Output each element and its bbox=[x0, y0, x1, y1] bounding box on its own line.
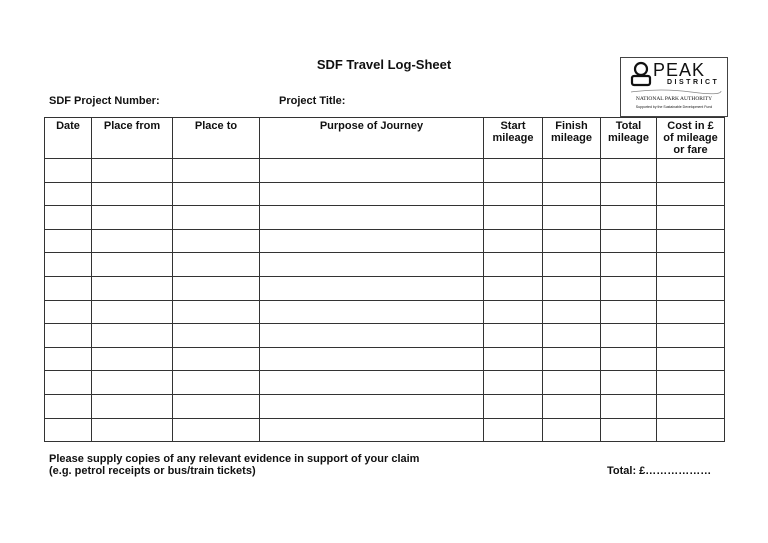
table-cell[interactable] bbox=[484, 159, 543, 183]
table-row bbox=[45, 182, 725, 206]
table-cell[interactable] bbox=[45, 206, 92, 230]
table-cell[interactable] bbox=[92, 276, 173, 300]
table-cell[interactable] bbox=[484, 324, 543, 348]
table-cell[interactable] bbox=[45, 159, 92, 183]
table-cell[interactable] bbox=[260, 276, 484, 300]
peak-district-logo bbox=[620, 57, 728, 117]
table-cell[interactable] bbox=[543, 371, 601, 395]
total-field: Total: £……………… bbox=[607, 465, 712, 477]
table-cell[interactable] bbox=[45, 182, 92, 206]
table-row bbox=[45, 253, 725, 277]
table-cell[interactable] bbox=[601, 418, 657, 442]
table-row bbox=[45, 347, 725, 371]
table-cell[interactable] bbox=[543, 418, 601, 442]
column-header: Place from bbox=[92, 118, 173, 159]
table-cell[interactable] bbox=[601, 300, 657, 324]
table-row bbox=[45, 371, 725, 395]
table-cell[interactable] bbox=[92, 418, 173, 442]
table-cell[interactable] bbox=[484, 229, 543, 253]
table-cell[interactable] bbox=[173, 276, 260, 300]
table-cell[interactable] bbox=[92, 394, 173, 418]
table-cell[interactable] bbox=[260, 300, 484, 324]
table-cell[interactable] bbox=[657, 324, 725, 348]
table-cell[interactable] bbox=[601, 324, 657, 348]
project-title-label: Project Title: bbox=[279, 95, 346, 107]
table-cell[interactable] bbox=[484, 253, 543, 277]
table-cell[interactable] bbox=[484, 371, 543, 395]
page-title: SDF Travel Log-Sheet bbox=[316, 57, 452, 72]
column-header: Place to bbox=[173, 118, 260, 159]
table-cell[interactable] bbox=[484, 206, 543, 230]
table-cell[interactable] bbox=[601, 371, 657, 395]
table-row bbox=[45, 300, 725, 324]
table-cell[interactable] bbox=[601, 347, 657, 371]
table-cell[interactable] bbox=[657, 276, 725, 300]
column-header: Date bbox=[45, 118, 92, 159]
table-row bbox=[45, 159, 725, 183]
table-cell[interactable] bbox=[657, 253, 725, 277]
table-cell[interactable] bbox=[173, 300, 260, 324]
table-cell[interactable] bbox=[92, 324, 173, 348]
table-cell[interactable] bbox=[260, 159, 484, 183]
table-cell[interactable] bbox=[601, 159, 657, 183]
table-cell[interactable] bbox=[657, 418, 725, 442]
table-row bbox=[45, 276, 725, 300]
table-row bbox=[45, 324, 725, 348]
table-cell[interactable] bbox=[543, 324, 601, 348]
table-cell[interactable] bbox=[92, 300, 173, 324]
table-cell[interactable] bbox=[260, 347, 484, 371]
table-cell[interactable] bbox=[92, 347, 173, 371]
table-row bbox=[45, 206, 725, 230]
logo-tagline: Supported by the Sustainable Development Fund bbox=[635, 105, 713, 109]
table-cell[interactable] bbox=[657, 182, 725, 206]
table-cell[interactable] bbox=[45, 394, 92, 418]
table-cell[interactable] bbox=[657, 394, 725, 418]
table-cell[interactable] bbox=[173, 159, 260, 183]
table-cell[interactable] bbox=[543, 159, 601, 183]
table-cell[interactable] bbox=[173, 418, 260, 442]
table-cell[interactable] bbox=[260, 229, 484, 253]
table-cell[interactable] bbox=[657, 371, 725, 395]
table-cell[interactable] bbox=[543, 229, 601, 253]
logo-sub: DISTRICT bbox=[667, 79, 720, 86]
table-cell[interactable] bbox=[484, 276, 543, 300]
table-cell[interactable] bbox=[45, 371, 92, 395]
table-cell[interactable] bbox=[45, 418, 92, 442]
table-cell[interactable] bbox=[260, 182, 484, 206]
table-cell[interactable] bbox=[92, 253, 173, 277]
table-cell[interactable] bbox=[484, 347, 543, 371]
table-cell[interactable] bbox=[484, 394, 543, 418]
table-cell[interactable] bbox=[173, 229, 260, 253]
table-cell[interactable] bbox=[260, 418, 484, 442]
table-cell[interactable] bbox=[92, 159, 173, 183]
table-cell[interactable] bbox=[484, 182, 543, 206]
table-cell[interactable] bbox=[45, 347, 92, 371]
table-cell[interactable] bbox=[657, 347, 725, 371]
column-header: Purpose of Journey bbox=[260, 118, 484, 159]
table-cell[interactable] bbox=[484, 418, 543, 442]
project-number-label: SDF Project Number: bbox=[49, 95, 160, 107]
table-cell[interactable] bbox=[173, 324, 260, 348]
column-header: Start mileage bbox=[484, 118, 543, 159]
column-header: Cost in £ of mileage or fare bbox=[657, 118, 725, 159]
table-cell[interactable] bbox=[657, 159, 725, 183]
column-header: Finish mileage bbox=[543, 118, 601, 159]
table-row bbox=[45, 229, 725, 253]
table-cell[interactable] bbox=[601, 253, 657, 277]
table-cell[interactable] bbox=[543, 347, 601, 371]
table-cell[interactable] bbox=[601, 182, 657, 206]
evidence-note-line2: (e.g. petrol receipts or bus/train tickets) bbox=[49, 465, 256, 477]
table-cell[interactable] bbox=[601, 206, 657, 230]
table-cell[interactable] bbox=[484, 300, 543, 324]
table-cell[interactable] bbox=[543, 394, 601, 418]
table-cell[interactable] bbox=[657, 229, 725, 253]
table-row bbox=[45, 394, 725, 418]
table-cell[interactable] bbox=[601, 394, 657, 418]
table-cell[interactable] bbox=[45, 229, 92, 253]
table-cell[interactable] bbox=[260, 371, 484, 395]
table-row bbox=[45, 418, 725, 442]
table-cell[interactable] bbox=[260, 324, 484, 348]
table-cell[interactable] bbox=[173, 206, 260, 230]
travel-log-table bbox=[44, 117, 725, 442]
table-cell[interactable] bbox=[173, 182, 260, 206]
table-cell[interactable] bbox=[543, 276, 601, 300]
evidence-note-line1: Please supply copies of any relevant evidence in support of your claim bbox=[49, 453, 420, 465]
table-cell[interactable] bbox=[601, 276, 657, 300]
table-cell[interactable] bbox=[543, 182, 601, 206]
logo-authority: NATIONAL PARK AUTHORITY bbox=[635, 96, 713, 102]
table-cell[interactable] bbox=[260, 394, 484, 418]
table-cell[interactable] bbox=[260, 206, 484, 230]
table-cell[interactable] bbox=[543, 253, 601, 277]
table-cell[interactable] bbox=[45, 253, 92, 277]
column-header: Total mileage bbox=[601, 118, 657, 159]
logo-name: PEAK bbox=[653, 60, 706, 80]
table-cell[interactable] bbox=[657, 300, 725, 324]
table-cell[interactable] bbox=[45, 276, 92, 300]
table-cell[interactable] bbox=[173, 371, 260, 395]
table-cell[interactable] bbox=[45, 324, 92, 348]
table-cell[interactable] bbox=[543, 206, 601, 230]
table-cell[interactable] bbox=[92, 206, 173, 230]
table-cell[interactable] bbox=[92, 371, 173, 395]
table-cell[interactable] bbox=[543, 300, 601, 324]
table-cell[interactable] bbox=[260, 253, 484, 277]
table-cell[interactable] bbox=[657, 206, 725, 230]
table-cell[interactable] bbox=[92, 182, 173, 206]
table-cell[interactable] bbox=[173, 394, 260, 418]
table-cell[interactable] bbox=[601, 229, 657, 253]
table-cell[interactable] bbox=[173, 253, 260, 277]
table-cell[interactable] bbox=[92, 229, 173, 253]
table-cell[interactable] bbox=[45, 300, 92, 324]
table-cell[interactable] bbox=[173, 347, 260, 371]
